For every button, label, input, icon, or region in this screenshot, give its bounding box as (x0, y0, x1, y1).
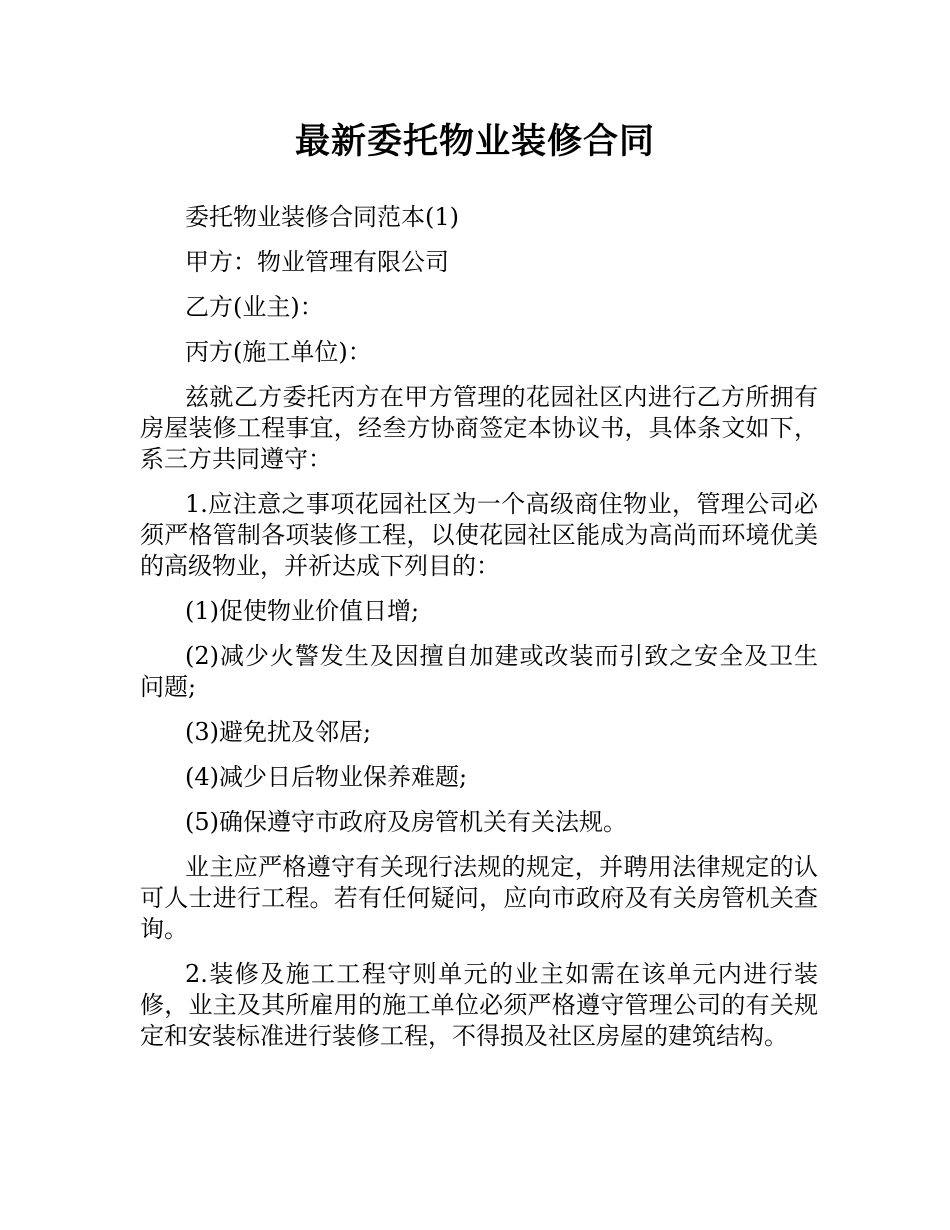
paragraph-clause-2: 2.装修及施工工程守则单元的业主如需在该单元内进行装修，业主及其所雇用的施工单位必须严格遵守管理公司的有关规定和安装标准进行装修工程，不得损及社区房屋的建筑结构。 (140, 960, 818, 1050)
paragraph-party-c: 丙方(施工单位)： (185, 338, 372, 366)
paragraph-item-5: (5)确保遵守市政府及房管机关有关法规。 (185, 808, 627, 836)
paragraph-template-name: 委托物业装修合同范本(1) (185, 203, 459, 231)
paragraph-preamble: 兹就乙方委托丙方在甲方管理的花园社区内进行乙方所拥有房屋装修工程事宜，经叁方协商签定本协议书，具体条文如下，系三方共同遵守： (140, 383, 818, 473)
paragraph-item-3: (3)避免扰及邻居; (185, 718, 372, 746)
paragraph-clause-1: 1.应注意之事项花园社区为一个高级商住物业，管理公司必须严格管制各项装修工程，以使花园社区能成为高尚而环境优美的高级物业，并祈达成下列目的： (140, 490, 818, 580)
document-title: 最新委托物业装修合同 (294, 122, 655, 162)
paragraph-party-a: 甲方：物业管理有限公司 (185, 248, 449, 276)
paragraph-party-b: 乙方(业主)： (185, 293, 324, 321)
paragraph-item-4: (4)减少日后物业保养难题; (185, 763, 468, 791)
paragraph-compliance: 业主应严格遵守有关现行法规的规定，并聘用法律规定的认可人士进行工程。若有任何疑问，应向市政府及有关房管机关查询。 (140, 853, 818, 943)
paragraph-item-2: (2)减少火警发生及因擅自加建或改装而引致之安全及卫生问题; (140, 642, 818, 701)
document-body (140, 202, 818, 1066)
paragraph-item-1: (1)促使物业价值日增; (185, 597, 420, 625)
